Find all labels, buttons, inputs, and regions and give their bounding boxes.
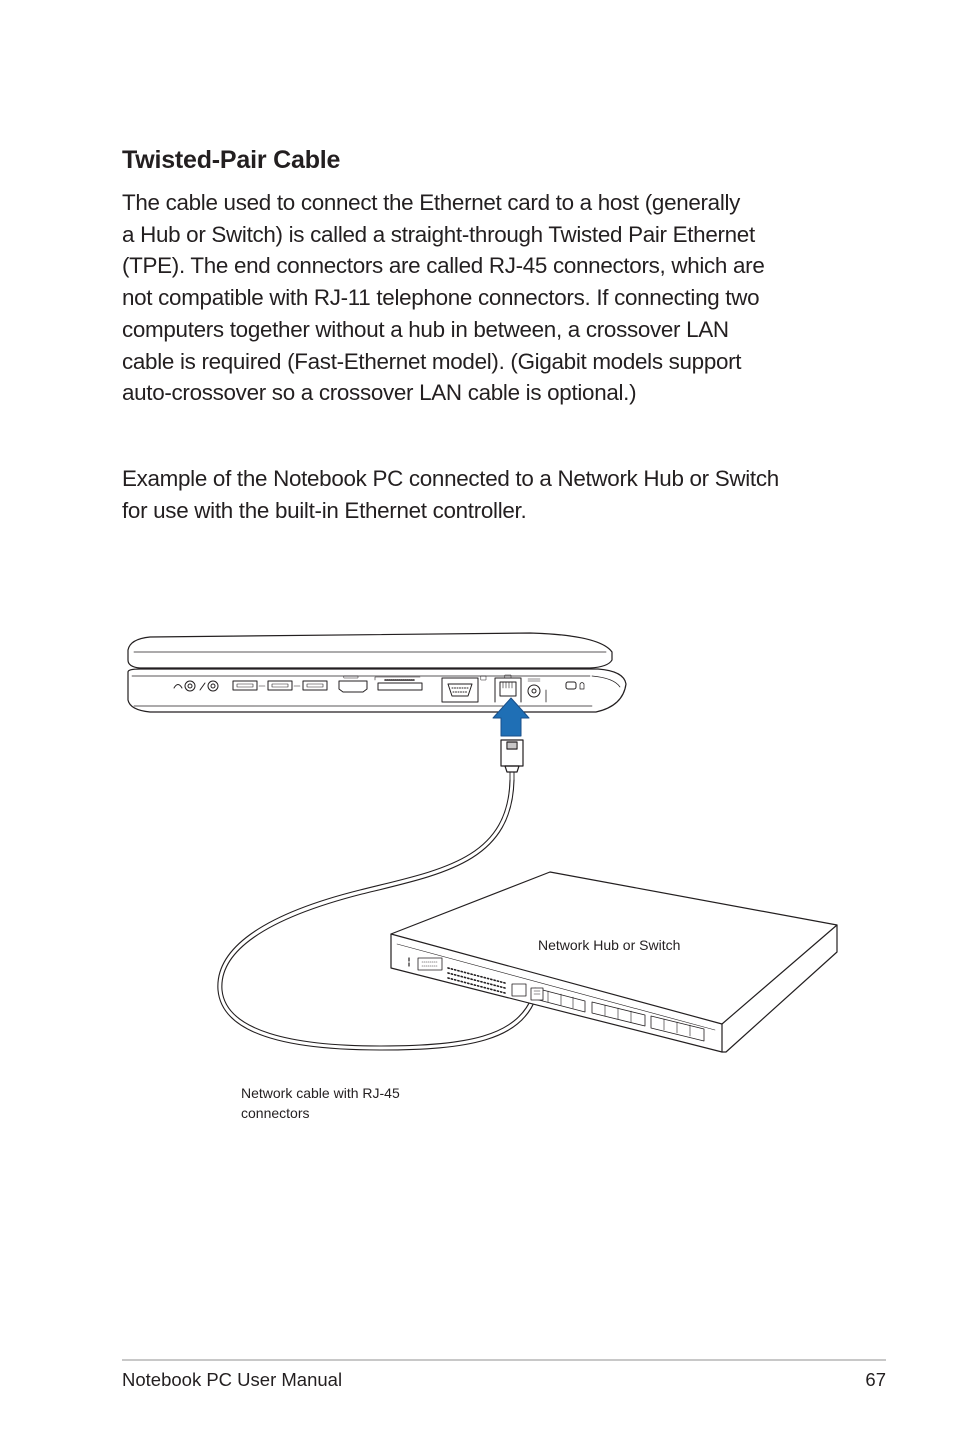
network-connection-illustration bbox=[0, 600, 954, 1160]
footer-title: Notebook PC User Manual bbox=[122, 1369, 343, 1390]
paragraph-line: for use with the built-in Ethernet controller. bbox=[122, 497, 527, 523]
cable-label-line: Network cable with RJ-45 bbox=[241, 1085, 400, 1101]
rj45-plug-icon bbox=[501, 740, 523, 780]
paragraph-line: (TPE). The end connectors are called RJ-45 connectors, which are bbox=[122, 253, 765, 279]
notebook-base bbox=[128, 669, 626, 712]
page-number: 67 bbox=[865, 1369, 886, 1390]
paragraph-line: computers together without a hub in between, a crossover LAN bbox=[122, 316, 729, 342]
paragraph-line: a Hub or Switch) is called a straight-through Twisted Pair Ethernet bbox=[122, 221, 755, 247]
paragraph-line: cable is required (Fast-Ethernet model). (Gigabit models support bbox=[122, 348, 742, 374]
footer-divider bbox=[122, 1359, 886, 1361]
notebook-lid bbox=[128, 633, 612, 668]
rj45-plug-icon bbox=[531, 988, 543, 1000]
cable-label-line: connectors bbox=[241, 1105, 310, 1121]
intro-paragraph bbox=[122, 187, 842, 409]
paragraph-line: The cable used to connect the Ethernet card to a host (generally bbox=[122, 190, 741, 215]
paragraph-line: Example of the Notebook PC connected to a Network Hub or Switch bbox=[122, 466, 779, 491]
cable-label bbox=[241, 1083, 431, 1123]
network-hub-switch bbox=[391, 872, 837, 1052]
section-heading: Twisted-Pair Cable bbox=[122, 146, 341, 174]
hub-label: Network Hub or Switch bbox=[538, 937, 681, 953]
example-paragraph bbox=[122, 463, 842, 526]
paragraph-line: not compatible with RJ-11 telephone connectors. If connecting two bbox=[122, 285, 760, 311]
paragraph-line: auto-crossover so a crossover LAN cable is optional.) bbox=[122, 380, 637, 406]
